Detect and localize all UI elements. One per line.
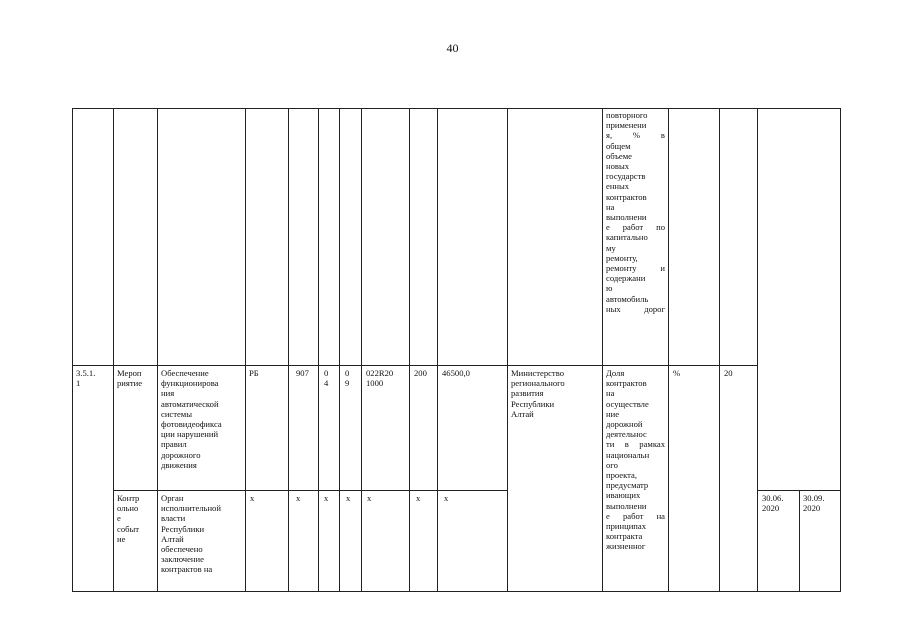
indicator-unit: % xyxy=(673,368,681,378)
budget-code: РБ xyxy=(249,368,259,378)
x-mark: x xyxy=(324,493,329,503)
date-start: 30.06. 2020 xyxy=(762,493,784,514)
x-mark: x xyxy=(416,493,421,503)
target-article-code: 022R20 1000 xyxy=(366,368,394,389)
x-mark: x xyxy=(250,493,255,503)
date-end: 30.09. 2020 xyxy=(803,493,825,514)
grbs-code: 907 xyxy=(296,368,309,378)
executor: Министерство регионального развития Республики Алтай xyxy=(511,368,565,419)
control-event-name: Орган исполнительной власти Республики Алтай обеспечено заключение контрактов на xyxy=(161,493,221,575)
indicator-text: Доля контрактов на осуществле ние дорожной деятельнос ти в рамках национальн ого проекта, предусматр ивающих выполнени е работ на принципах контракта жизненног xyxy=(606,368,665,552)
amount: 46500,0 xyxy=(442,368,470,378)
indicator-value: 20 xyxy=(724,368,733,378)
x-mark: x xyxy=(367,493,372,503)
page-number: 40 xyxy=(446,41,459,55)
x-mark: x xyxy=(444,493,449,503)
x-mark: x xyxy=(346,493,351,503)
row-number: 3.5.1. 1 xyxy=(76,368,96,389)
expense-type-code: 200 xyxy=(414,368,427,378)
x-mark: x xyxy=(296,493,301,503)
control-event-type: Контр ольно е событ ие xyxy=(117,493,140,544)
event-name: Обеспечение функционирова ния автоматической системы фотовидеофикса ции нарушений правил дорожного движения xyxy=(161,368,222,470)
indicator-continuation: повторного применени я, % в общем объеме новых государств енных контрактов на выполнени е работ по капитально му ремонту, ремонту и содержани ю автомобиль ных дорог xyxy=(606,110,665,314)
subsection-code: 0 9 xyxy=(345,368,350,389)
section-code: 0 4 xyxy=(324,368,329,389)
event-type: Мероп риятие xyxy=(117,368,143,389)
